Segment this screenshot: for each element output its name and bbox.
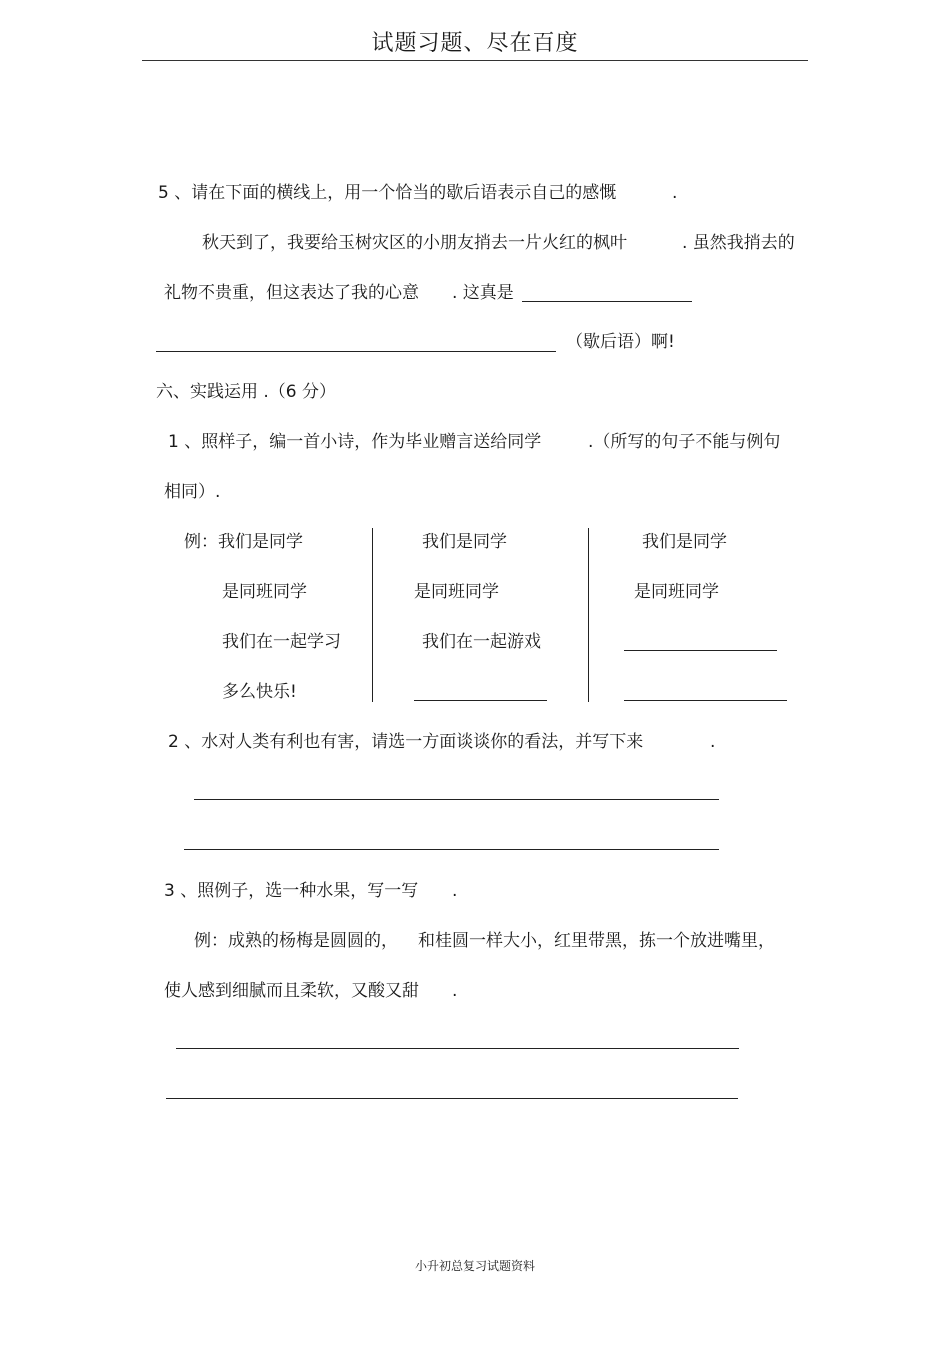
q3-example-line1: 例：成熟的杨梅是圆圆的，: [194, 931, 398, 951]
poem-col3-line: 是同班同学: [634, 582, 719, 602]
q5-passage-line2-end: . 这真是: [452, 283, 514, 303]
q3-answer-blank[interactable]: [166, 1098, 738, 1099]
q3-answer-blank[interactable]: [176, 1048, 739, 1049]
q3-prompt: 3 、照例子，选一种水果，写一写: [164, 881, 419, 901]
poem-example-line: 多么快乐!: [222, 682, 297, 702]
q5-prompt: 5 、请在下面的横线上，用一个恰当的歇后语表示自己的感慨: [158, 183, 617, 203]
q1-prompt-cont: .（所写的句子不能与例句: [588, 432, 781, 452]
q2-answer-blank[interactable]: [184, 849, 719, 850]
poem-column-divider: [588, 528, 589, 702]
poem-col3-line: 我们是同学: [642, 532, 727, 552]
poem-col2-answer-blank[interactable]: [414, 700, 547, 701]
poem-col2-line: 我们在一起游戏: [422, 632, 541, 652]
q2-prompt: 2 、水对人类有利也有害，请选一方面谈谈你的看法，并写下来: [168, 732, 644, 752]
q3-example-line2: 使人感到细腻而且柔软，又酸又甜: [164, 981, 419, 1001]
q5-answer-blank-1[interactable]: [522, 301, 692, 302]
q5-prompt-end: .: [672, 183, 678, 203]
q1-prompt-end: 相同）.: [164, 482, 221, 502]
q5-passage-line2: 礼物不贵重，但这表达了我的心意: [164, 283, 419, 303]
header-divider: [142, 60, 808, 61]
poem-column-divider: [372, 528, 373, 702]
poem-col2-line: 是同班同学: [414, 582, 499, 602]
poem-col3-answer-blank[interactable]: [624, 700, 787, 701]
q1-prompt: 1 、照样子，编一首小诗，作为毕业赠言送给同学: [168, 432, 542, 452]
q2-answer-blank[interactable]: [194, 799, 719, 800]
q5-passage-line1: 秋天到了，我要给玉树灾区的小朋友捎去一片火红的枫叶: [202, 233, 627, 253]
q3-prompt-end: .: [452, 881, 458, 901]
q5-answer-blank-2[interactable]: [156, 351, 556, 352]
page-header-title: 试题习题、尽在百度: [371, 31, 579, 56]
poem-example-line: 例：我们是同学: [184, 532, 303, 552]
q2-prompt-end: .: [710, 732, 716, 752]
page-footer: 小升初总复习试题资料: [414, 1259, 535, 1273]
q5-passage-line1-end: . 虽然我捎去的: [682, 233, 795, 253]
poem-example-line: 我们在一起学习: [222, 632, 341, 652]
poem-col3-answer-blank[interactable]: [624, 650, 777, 651]
poem-example-line: 是同班同学: [222, 582, 307, 602]
q5-line3-suffix: （歇后语）啊!: [566, 332, 675, 352]
q3-example-end: .: [452, 981, 458, 1001]
q3-example-line1-cont: 和桂圆一样大小，红里带黑，拣一个放进嘴里，: [418, 931, 775, 951]
section6-heading: 六、实践运用 .（6 分）: [156, 382, 337, 402]
poem-col2-line: 我们是同学: [422, 532, 507, 552]
